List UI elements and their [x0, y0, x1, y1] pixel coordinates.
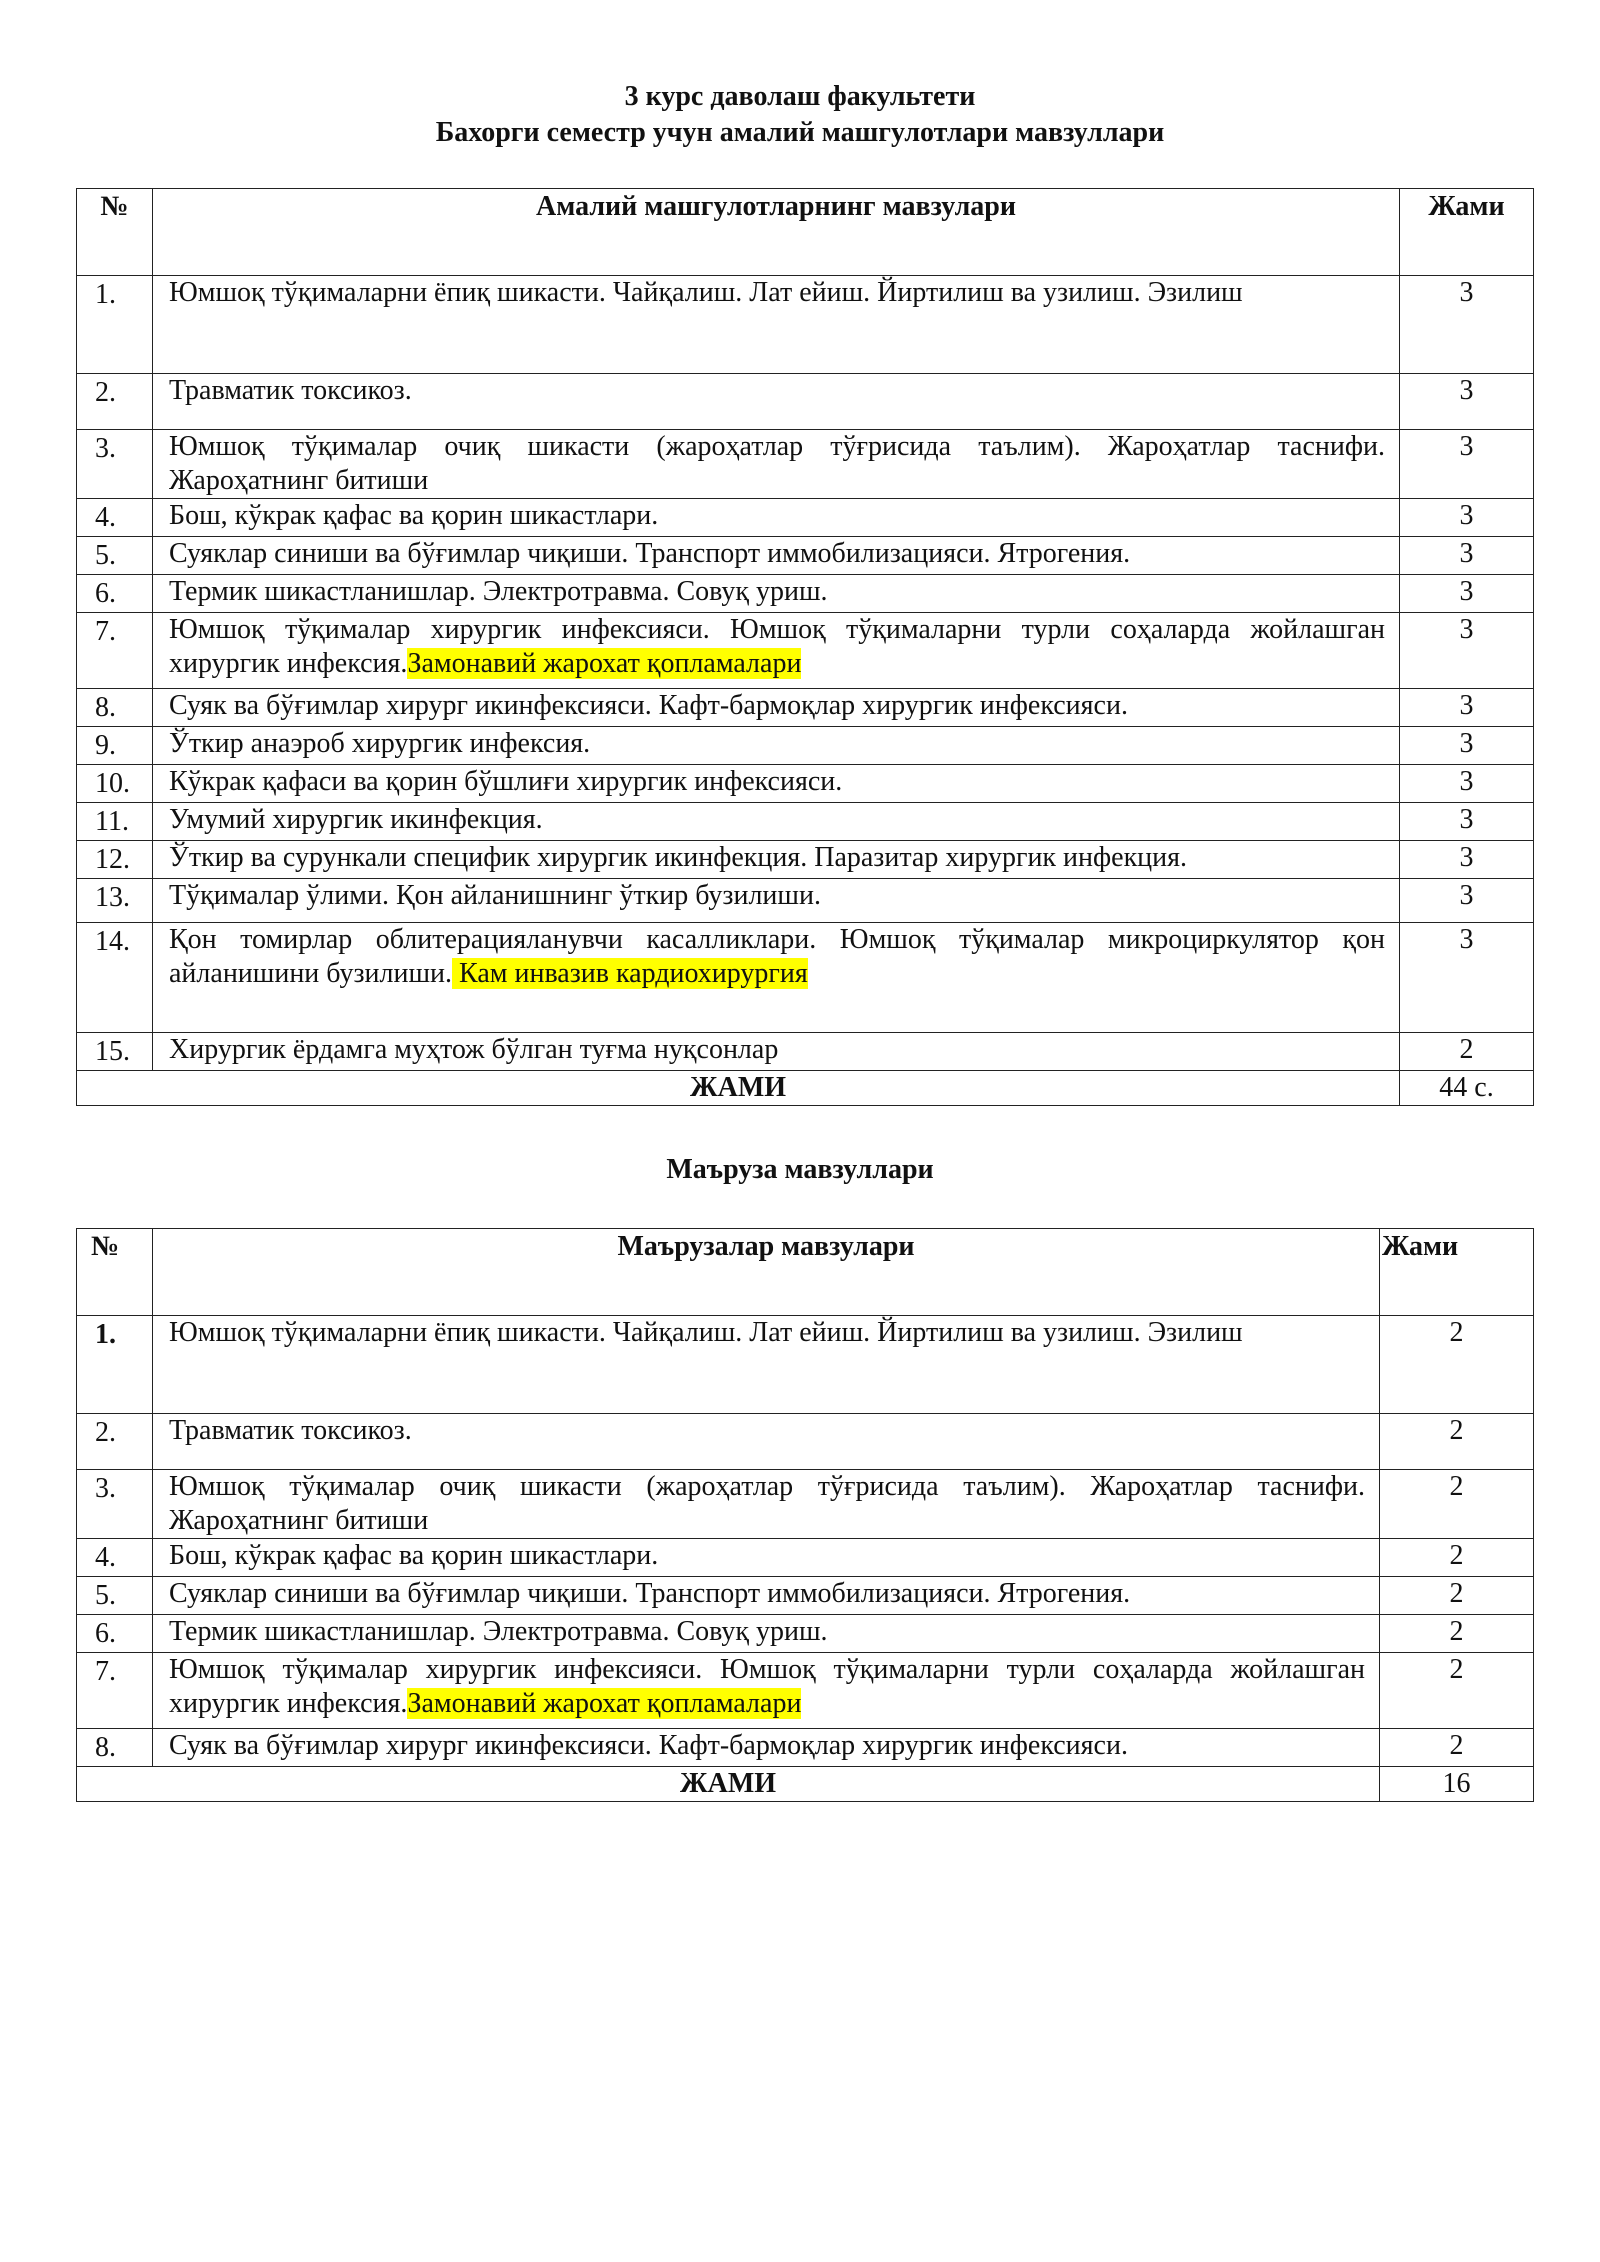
row-number: 9. [77, 727, 153, 765]
row-total: 2 [1380, 1539, 1534, 1577]
row-number: 7. [77, 613, 153, 689]
topic-text: Термик шикастланишлар. Электротравма. Совуқ уриш. [169, 1616, 828, 1647]
highlighted-topic-text: Замонавий жарохат қопламалари [407, 1688, 802, 1719]
column-header-total: Жами [1380, 1229, 1534, 1316]
row-topic [153, 879, 1400, 923]
row-total: 2 [1400, 1033, 1534, 1071]
total-label: ЖАМИ [77, 1071, 1400, 1106]
column-header-number: № [77, 1229, 153, 1316]
table-row [77, 276, 1534, 374]
table-header-row [77, 1229, 1534, 1316]
lectures-section-title: Маъруза мавзуллари [666, 1154, 934, 1185]
row-total: 2 [1380, 1316, 1534, 1414]
row-total: 3 [1400, 803, 1534, 841]
row-topic [153, 727, 1400, 765]
row-total: 3 [1400, 841, 1534, 879]
table-row [77, 923, 1534, 1033]
table-row [77, 1470, 1534, 1539]
table-row [77, 430, 1534, 499]
table-row [77, 1316, 1534, 1414]
row-number: 13. [77, 879, 153, 923]
row-topic [153, 765, 1400, 803]
topic-text: Юмшоқ тўқималар хирургик инфексияси. Юмшоқ тўқималарни турли соҳаларда жойлашган хирургик инфексия. [169, 1654, 1365, 1719]
row-number: 14. [77, 923, 153, 1033]
topic-text: Умумий хирургик икинфекция. [169, 804, 543, 835]
row-total: 3 [1400, 613, 1534, 689]
table-row [77, 727, 1534, 765]
table-row [77, 1615, 1534, 1653]
topic-text: Суяклар синиши ва бўғимлар чиқиши. Транспорт иммобилизацияси. Ятрогения. [169, 1578, 1131, 1609]
row-topic [153, 1316, 1380, 1414]
topic-text: Термик шикастланишлар. Электротравма. Совуқ уриш. [169, 576, 828, 607]
row-topic [153, 841, 1400, 879]
topic-text: Юмшоқ тўқималар хирургик инфексияси. Юмшоқ тўқималарни турли соҳаларда жойлашган хирургик инфексия. [169, 614, 1385, 679]
table-row [77, 765, 1534, 803]
row-topic [153, 923, 1400, 1033]
row-number: 2. [77, 374, 153, 430]
row-total: 3 [1400, 499, 1534, 537]
row-total: 3 [1400, 765, 1534, 803]
total-value: 16 [1380, 1767, 1534, 1802]
document-title: 3 курс даволаш факультети [624, 81, 976, 112]
topic-text: Травматик токсикоз. [169, 375, 412, 406]
table-row [77, 499, 1534, 537]
topic-text: Бош, кўкрак қафас ва қорин шикастлари. [169, 500, 659, 531]
table-header-row [77, 189, 1534, 276]
highlighted-topic-text: Кам инвазив кардиохирургия [452, 958, 808, 989]
row-number: 11. [77, 803, 153, 841]
row-total: 2 [1380, 1653, 1534, 1729]
row-total: 3 [1400, 430, 1534, 499]
topic-text: Кўкрак қафаси ва қорин бўшлиғи хирургик инфексияси. [169, 766, 843, 797]
row-topic [153, 1414, 1380, 1470]
topic-text: Юмшоқ тўқималар очиқ шикасти (жароҳатлар тўғрисида таълим). Жароҳатлар таснифи. Жароҳатнинг битиши [169, 1471, 1365, 1536]
column-header-number: № [77, 189, 153, 276]
row-number: 12. [77, 841, 153, 879]
table-row [77, 613, 1534, 689]
document-subtitle: Бахорги семестр учун амалий машгулотлари мавзуллари [435, 117, 1165, 148]
table-row [77, 689, 1534, 727]
topic-text: Ўткир ва сурункали специфик хирургик икинфекция. Паразитар хирургик инфекция. [169, 842, 1188, 873]
row-topic [153, 1729, 1380, 1767]
row-total: 2 [1380, 1577, 1534, 1615]
topic-text: Суяклар синиши ва бўғимлар чиқиши. Транспорт иммобилизацияси. Ятрогения. [169, 538, 1131, 569]
table-row [77, 1729, 1534, 1767]
table-total-row [77, 1767, 1534, 1802]
table-row [77, 374, 1534, 430]
row-number: 8. [77, 689, 153, 727]
topic-text: Юмшоқ тўқималарни ёпиқ шикасти. Чайқалиш. Лат ейиш. Йиртилиш ва узилиш. Эзилиш [169, 277, 1243, 308]
row-topic [153, 499, 1400, 537]
highlighted-topic-text: Замонавий жарохат қопламалари [407, 648, 802, 679]
row-topic [153, 1539, 1380, 1577]
row-total: 3 [1400, 689, 1534, 727]
lecture-topics-table [76, 1228, 1534, 1802]
row-topic [153, 537, 1400, 575]
row-number: 1. [77, 1316, 153, 1414]
row-total: 3 [1400, 879, 1534, 923]
topic-text: Травматик токсикоз. [169, 1415, 412, 1446]
total-label: ЖАМИ [77, 1767, 1380, 1802]
row-number: 3. [77, 430, 153, 499]
row-number: 10. [77, 765, 153, 803]
row-total: 2 [1380, 1470, 1534, 1539]
row-topic [153, 1615, 1380, 1653]
topic-text: Бош, кўкрак қафас ва қорин шикастлари. [169, 1540, 659, 1571]
table-row [77, 879, 1534, 923]
row-total: 2 [1380, 1729, 1534, 1767]
column-header-topic: Амалий машгулотларнинг мавзулари [153, 189, 1400, 276]
row-number: 4. [77, 1539, 153, 1577]
row-topic [153, 276, 1400, 374]
table-row [77, 537, 1534, 575]
row-number: 6. [77, 575, 153, 613]
row-topic [153, 1033, 1400, 1071]
row-total: 3 [1400, 727, 1534, 765]
row-topic [153, 803, 1400, 841]
topic-text: Хирургик ёрдамга муҳтож бўлган туғма нуқсонлар [169, 1034, 779, 1065]
table-row [77, 1577, 1534, 1615]
row-total: 3 [1400, 537, 1534, 575]
column-header-topic: Маърузалар мавзулари [153, 1229, 1380, 1316]
row-number: 2. [77, 1414, 153, 1470]
row-total: 3 [1400, 374, 1534, 430]
row-total: 3 [1400, 575, 1534, 613]
row-number: 15. [77, 1033, 153, 1071]
row-number: 3. [77, 1470, 153, 1539]
topic-text: Ўткир анаэроб хирургик инфексия. [169, 728, 591, 759]
row-number: 4. [77, 499, 153, 537]
row-topic [153, 613, 1400, 689]
table-row [77, 1414, 1534, 1470]
topic-text: Суяк ва бўғимлар хирург икинфексияси. Кафт-бармоқлар хирургик инфексияси. [169, 690, 1128, 721]
row-topic [153, 430, 1400, 499]
table-row [77, 575, 1534, 613]
row-total: 3 [1400, 923, 1534, 1033]
topic-text: Юмшоқ тўқималарни ёпиқ шикасти. Чайқалиш. Лат ейиш. Йиртилиш ва узилиш. Эзилиш [169, 1317, 1243, 1348]
row-topic [153, 1653, 1380, 1729]
table-total-row [77, 1071, 1534, 1106]
row-total: 2 [1380, 1615, 1534, 1653]
topic-text: Юмшоқ тўқималар очиқ шикасти (жароҳатлар тўғрисида таълим). Жароҳатлар таснифи. Жароҳатнинг битиши [169, 431, 1385, 496]
row-topic [153, 689, 1400, 727]
row-topic [153, 1577, 1380, 1615]
row-number: 8. [77, 1729, 153, 1767]
row-number: 5. [77, 537, 153, 575]
table-row [77, 1033, 1534, 1071]
row-number: 5. [77, 1577, 153, 1615]
total-value: 44 с. [1400, 1071, 1534, 1106]
topic-text: Тўқималар ўлими. Қон айланишнинг ўткир бузилиши. [169, 880, 821, 911]
row-number: 6. [77, 1615, 153, 1653]
row-topic [153, 575, 1400, 613]
row-number: 1. [77, 276, 153, 374]
table-row [77, 803, 1534, 841]
row-number: 7. [77, 1653, 153, 1729]
column-header-total: Жами [1400, 189, 1534, 276]
practical-topics-table [76, 188, 1534, 1106]
topic-text: Қон томирлар облитерацияланувчи касалликлари. Юмшоқ тўқималар микроциркулятор қон айланишини бузилиши. [169, 924, 1385, 989]
row-total: 3 [1400, 276, 1534, 374]
table-row [77, 1539, 1534, 1577]
table-row [77, 1653, 1534, 1729]
row-topic [153, 1470, 1380, 1539]
row-topic [153, 374, 1400, 430]
topic-text: Суяк ва бўғимлар хирург икинфексияси. Кафт-бармоқлар хирургик инфексияси. [169, 1730, 1128, 1761]
table-row [77, 841, 1534, 879]
row-total: 2 [1380, 1414, 1534, 1470]
